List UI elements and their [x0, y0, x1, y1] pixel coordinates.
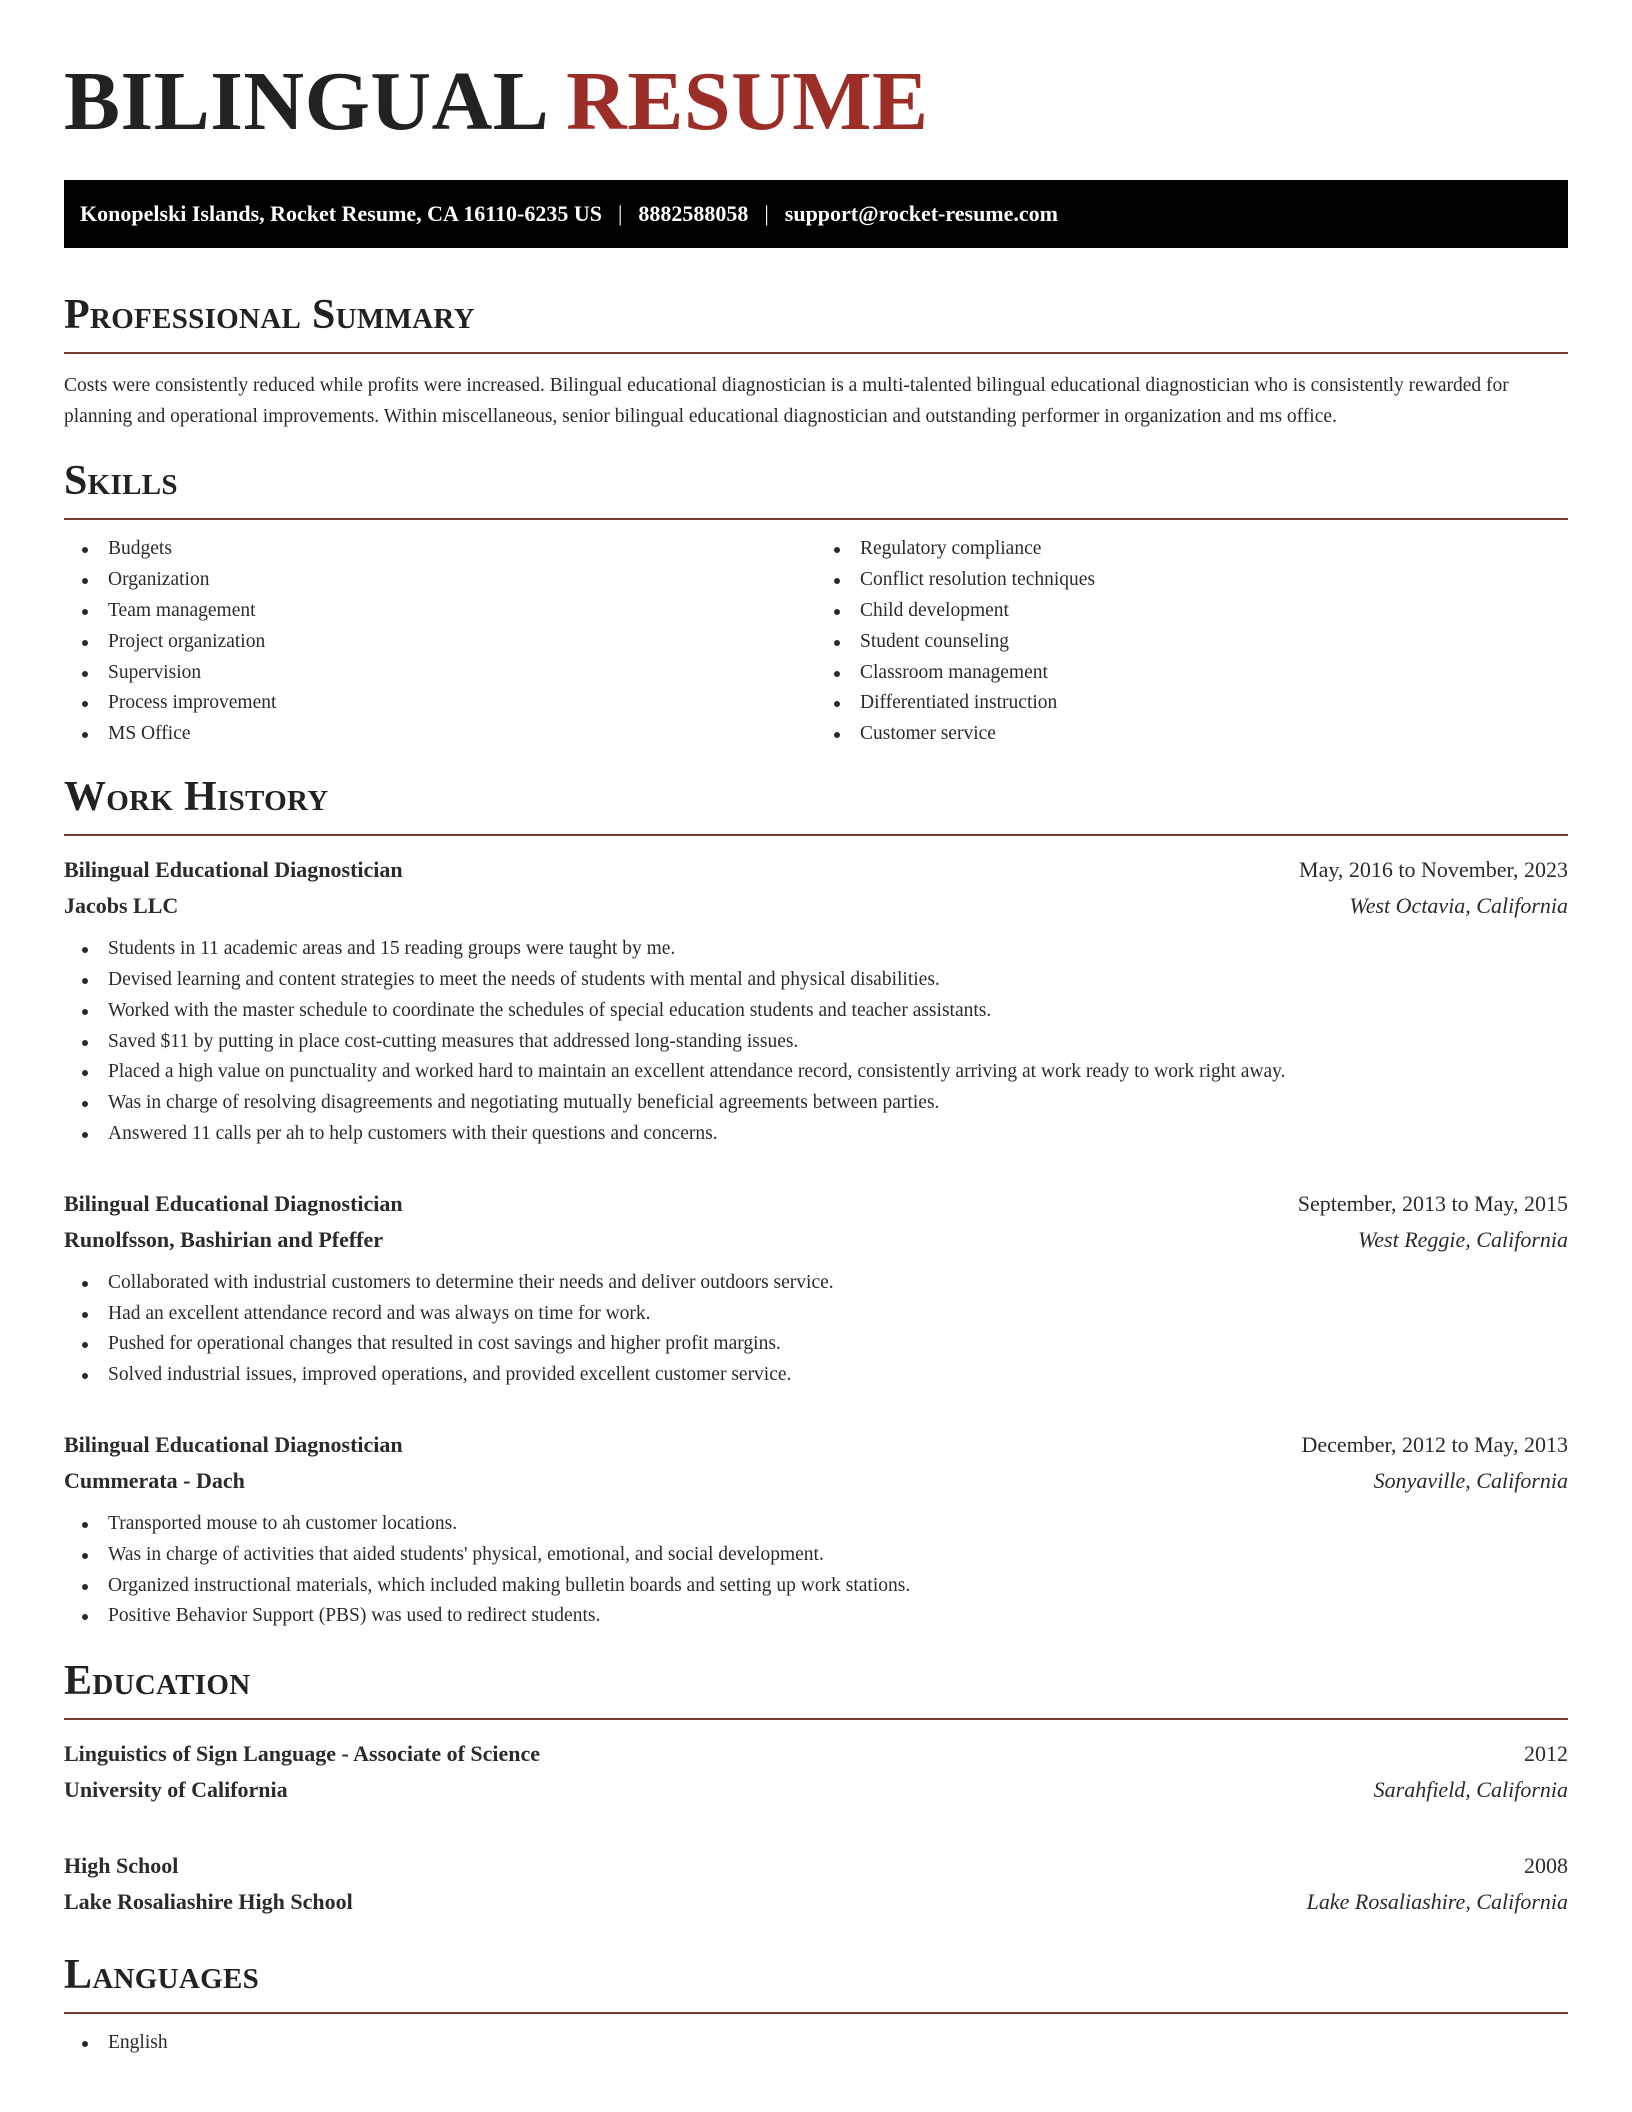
contact-email[interactable]: support@rocket-resume.com [784, 201, 1058, 226]
skills-section [64, 458, 1568, 750]
job-bullets [64, 934, 1568, 1150]
summary-text: Costs were consistently reduced while profits were increased. Bilingual educational diagnostician is a multi-talented bilingual educational diagnostician who is consistently rewarded for planning and operational improvements. Within miscellaneous, senior bilingual educational diagnostician and outstanding performer in organization and ms office. [64, 375, 1509, 428]
job-bullet: Collaborated with industrial customers to determine their needs and deliver outdoors service. [64, 1268, 1568, 1299]
education-year: 2008 [1524, 1853, 1568, 1879]
section-divider [64, 834, 1568, 836]
skill-item: Regulatory compliance [816, 534, 1568, 565]
job-company: Cummerata - Dach [64, 1467, 245, 1493]
job-title: Bilingual Educational Diagnostician [64, 857, 403, 883]
job-dates: May, 2016 to November, 2023 [1299, 857, 1568, 883]
education-degree: High School [64, 1853, 179, 1879]
education-degree: Linguistics of Sign Language - Associate of Science [64, 1741, 541, 1767]
contact-phone[interactable]: 8882588058 [638, 201, 749, 226]
section-title-work: Work History [64, 773, 329, 820]
languages-list [64, 2028, 1568, 2059]
skill-item: Child development [816, 596, 1568, 627]
name-first: BILINGUAL [64, 55, 545, 148]
skill-item: Project organization [64, 627, 816, 658]
job-bullet: Positive Behavior Support (PBS) was used to redirect students. [64, 1601, 1568, 1632]
job-bullet: Organized instructional materials, which included making bulletin boards and setting up work stations. [64, 1571, 1568, 1602]
skill-item: Team management [64, 596, 816, 627]
education-year: 2012 [1524, 1741, 1568, 1767]
resume-name [64, 55, 1568, 148]
job-bullet: Solved industrial issues, improved operations, and provided excellent customer service. [64, 1360, 1568, 1391]
job-bullet: Answered 11 calls per ah to help customers with their questions and concerns. [64, 1119, 1568, 1150]
job-bullet: Students in 11 academic areas and 15 reading groups were taught by me. [64, 934, 1568, 965]
job-bullet: Saved $11 by putting in place cost-cutting measures that addressed long-standing issues. [64, 1027, 1568, 1058]
job-location: West Reggie, California [1357, 1226, 1568, 1252]
education-section [64, 1658, 1568, 1920]
skill-item: Supervision [64, 658, 816, 689]
skill-item: Conflict resolution techniques [816, 565, 1568, 596]
job-bullet: Transported mouse to ah customer locations. [64, 1509, 1568, 1540]
skill-item: Customer service [816, 719, 1568, 750]
section-title-skills: Skills [64, 458, 178, 505]
skill-item: Differentiated instruction [816, 688, 1568, 719]
job-bullet: Worked with the master schedule to coordinate the schedules of special education students and teacher assistants. [64, 996, 1568, 1027]
section-divider [64, 518, 1568, 520]
section-divider [64, 352, 1568, 354]
job-title: Bilingual Educational Diagnostician [64, 1431, 403, 1457]
skill-item: Student counseling [816, 627, 1568, 658]
work-history-section [64, 774, 1568, 1632]
job-bullet: Placed a high value on punctuality and worked hard to maintain an excellent attendance record, consistently arriving at work ready to work right away. [64, 1057, 1568, 1088]
contact-separator: | [617, 201, 623, 226]
job-title: Bilingual Educational Diagnostician [64, 1190, 403, 1216]
education-location: Lake Rosaliashire, California [1306, 1889, 1568, 1915]
job-company: Runolfsson, Bashirian and Pfeffer [64, 1226, 384, 1252]
education-entry [64, 1736, 1568, 1808]
education-school: Lake Rosaliashire High School [64, 1889, 353, 1915]
contact-separator: | [764, 201, 769, 226]
skill-item: Process improvement [64, 688, 816, 719]
languages-section [64, 1952, 1568, 2059]
section-title-languages: Languages [64, 1952, 260, 1999]
section-title-summary: Professional Summary [64, 292, 475, 338]
job-bullet: Pushed for operational changes that resulted in cost savings and higher profit margins. [64, 1329, 1568, 1360]
job-dates: December, 2012 to May, 2013 [1301, 1431, 1568, 1457]
skill-item: Organization [64, 565, 816, 596]
job-entry [64, 852, 1568, 1150]
job-dates: September, 2013 to May, 2015 [1297, 1190, 1568, 1216]
name-last: RESUME [566, 55, 929, 148]
section-divider [64, 1718, 1568, 1720]
job-location: West Octavia, California [1349, 893, 1568, 919]
summary-section [64, 292, 1568, 432]
job-bullets [64, 1509, 1568, 1632]
skills-list-left [64, 534, 816, 750]
skill-item: Budgets [64, 534, 816, 565]
skills-list-right [816, 534, 1568, 750]
job-bullet: Devised learning and content strategies to meet the needs of students with mental and physical disabilities. [64, 965, 1568, 996]
education-school: University of California [64, 1777, 288, 1803]
skill-item: MS Office [64, 719, 816, 750]
job-company: Jacobs LLC [64, 893, 179, 919]
section-title-education: Education [64, 1658, 251, 1705]
job-bullet: Was in charge of resolving disagreements and negotiating mutually beneficial agreements between parties. [64, 1088, 1568, 1119]
job-entry [64, 1186, 1568, 1391]
job-bullets [64, 1268, 1568, 1391]
job-bullet: Was in charge of activities that aided students' physical, emotional, and social development. [64, 1540, 1568, 1571]
job-entry [64, 1427, 1568, 1632]
skills-columns [64, 534, 1568, 750]
contact-address: Konopelski Islands, Rocket Resume, CA 16110-6235 US [80, 201, 602, 226]
job-bullet: Had an excellent attendance record and was always on time for work. [64, 1299, 1568, 1330]
education-entry [64, 1848, 1568, 1920]
skill-item: Classroom management [816, 658, 1568, 689]
contact-bar [64, 180, 1568, 248]
section-divider [64, 2012, 1568, 2014]
job-location: Sonyaville, California [1373, 1467, 1568, 1493]
language-item: English [64, 2028, 1568, 2059]
education-location: Sarahfield, California [1373, 1777, 1568, 1803]
